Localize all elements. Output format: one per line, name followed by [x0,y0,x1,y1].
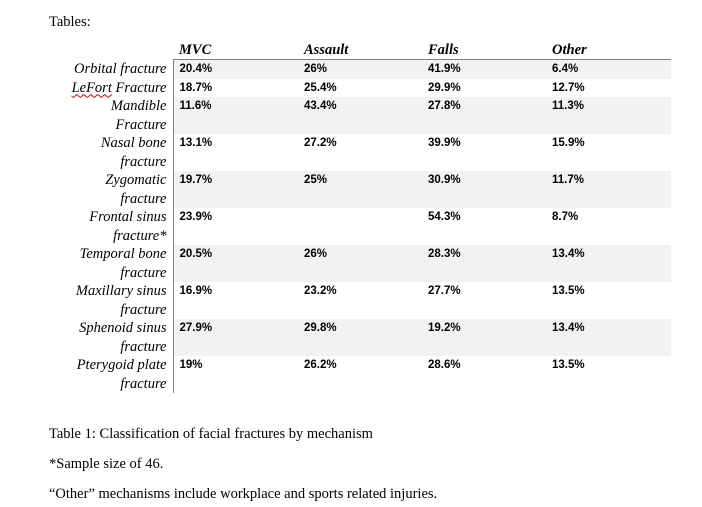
falls-value: 19.2% [422,319,546,356]
mvc-value: 19% [179,359,203,371]
fracture-mechanism-table [49,42,671,393]
falls-value: 39.9% [428,137,461,149]
assault-value: 26% [298,245,422,282]
row-label-line1: Sphenoid sinus [79,320,167,336]
assault-value: 26.2% [304,359,337,371]
falls-value: 27.8% [422,97,546,134]
row-label: Orbital fracture [49,60,173,79]
table-row-sphenoid-sinus-fracture [49,319,671,356]
sample-size-note: *Sample size of 46. [49,456,164,472]
assault-value [298,208,422,245]
mvc-value: 16.9% [179,285,213,297]
row-label-line1: Nasal bone [100,135,167,151]
mvc-value: 23.9% [179,211,213,223]
assault-value: 25.4% [304,81,337,94]
other-value: 13.4% [546,245,671,282]
row-label-line2: fracture [120,264,167,281]
other-value: 13.4% [546,319,671,356]
row-label [49,134,173,171]
row-label-line1: Maxillary sinus [75,283,167,299]
mvc-value: 18.7% [179,81,213,94]
row-label [49,356,173,393]
other-value: 13.5% [552,359,585,371]
other-value: 11.3% [546,97,671,134]
falls-value: 27.7% [428,285,461,297]
table-row-orbital-fracture [49,60,671,79]
mvc-value: 27.9% [173,319,298,356]
row-label-line1: Zygomatic [105,172,167,188]
column-header-mvc: MVC [173,42,298,60]
row-label [49,208,173,245]
other-value: 12.7% [552,81,585,94]
falls-value: 30.9% [422,171,546,208]
mvc-value: 19.7% [173,171,298,208]
other-value: 11.7% [546,171,671,208]
table-row-zygomatic-fracture [49,171,671,208]
assault-value: 27.2% [304,137,337,149]
spellcheck-flagged-word: LeFort [71,79,112,96]
mvc-value: 11.6% [173,97,298,134]
assault-value: 23.2% [304,285,337,297]
row-label [49,79,173,98]
assault-value: 26% [298,60,422,79]
falls-value: 54.3% [428,211,461,223]
assault-value: 29.8% [298,319,422,356]
row-label-line2: fracture* [113,227,167,244]
assault-value: 25% [298,171,422,208]
row-label-rest: Fracture [111,79,167,96]
table-row-temporal-bone-fracture [49,245,671,282]
other-mechanisms-note: “Other” mechanisms include workplace and sports related injuries. [49,486,438,502]
other-value: 13.5% [552,285,585,297]
table-row-lefort-fracture [49,79,671,98]
row-label-line2: Fracture [115,116,167,133]
table-caption: Table 1: Classification of facial fractures by mechanism [49,426,373,442]
row-label-line2: fracture [120,338,167,355]
header-corner-cell [49,42,173,60]
mvc-value: 20.5% [173,245,298,282]
row-label [49,282,173,319]
falls-value: 28.6% [428,359,461,371]
row-label-line1: Frontal sinus [89,209,167,225]
column-header-falls: Falls [422,42,546,60]
row-label-line2: fracture [120,190,167,207]
row-label-line2: fracture [120,153,167,170]
table-row-frontal-sinus-fracture [49,208,671,245]
assault-value: 43.4% [298,97,422,134]
other-value: 8.7% [552,211,579,223]
row-label [49,171,173,208]
column-header-other: Other [546,42,671,60]
row-label [49,319,173,356]
table-row-maxillary-sinus-fracture [49,282,671,319]
row-label-line1: Mandible [110,98,167,114]
falls-value: 28.3% [422,245,546,282]
row-label [49,245,173,282]
table-header-row [49,42,671,60]
row-label-line1: Pterygoid plate [76,357,167,373]
table-row-pterygoid-plate-fracture [49,356,671,393]
row-label-line1: Temporal bone [79,246,167,262]
other-value: 15.9% [552,137,585,149]
falls-value: 41.9% [422,60,546,79]
mvc-value: 20.4% [173,60,298,79]
mvc-value: 13.1% [179,137,213,149]
row-label [49,97,173,134]
table-row-nasal-bone-fracture [49,134,671,171]
row-label-line2: fracture [120,301,167,318]
column-header-assault: Assault [298,42,422,60]
tables-heading: Tables: [49,14,91,30]
other-value: 6.4% [546,60,671,79]
falls-value: 29.9% [428,81,461,94]
table-row-mandible-fracture [49,97,671,134]
row-label-line2: fracture [120,375,167,392]
